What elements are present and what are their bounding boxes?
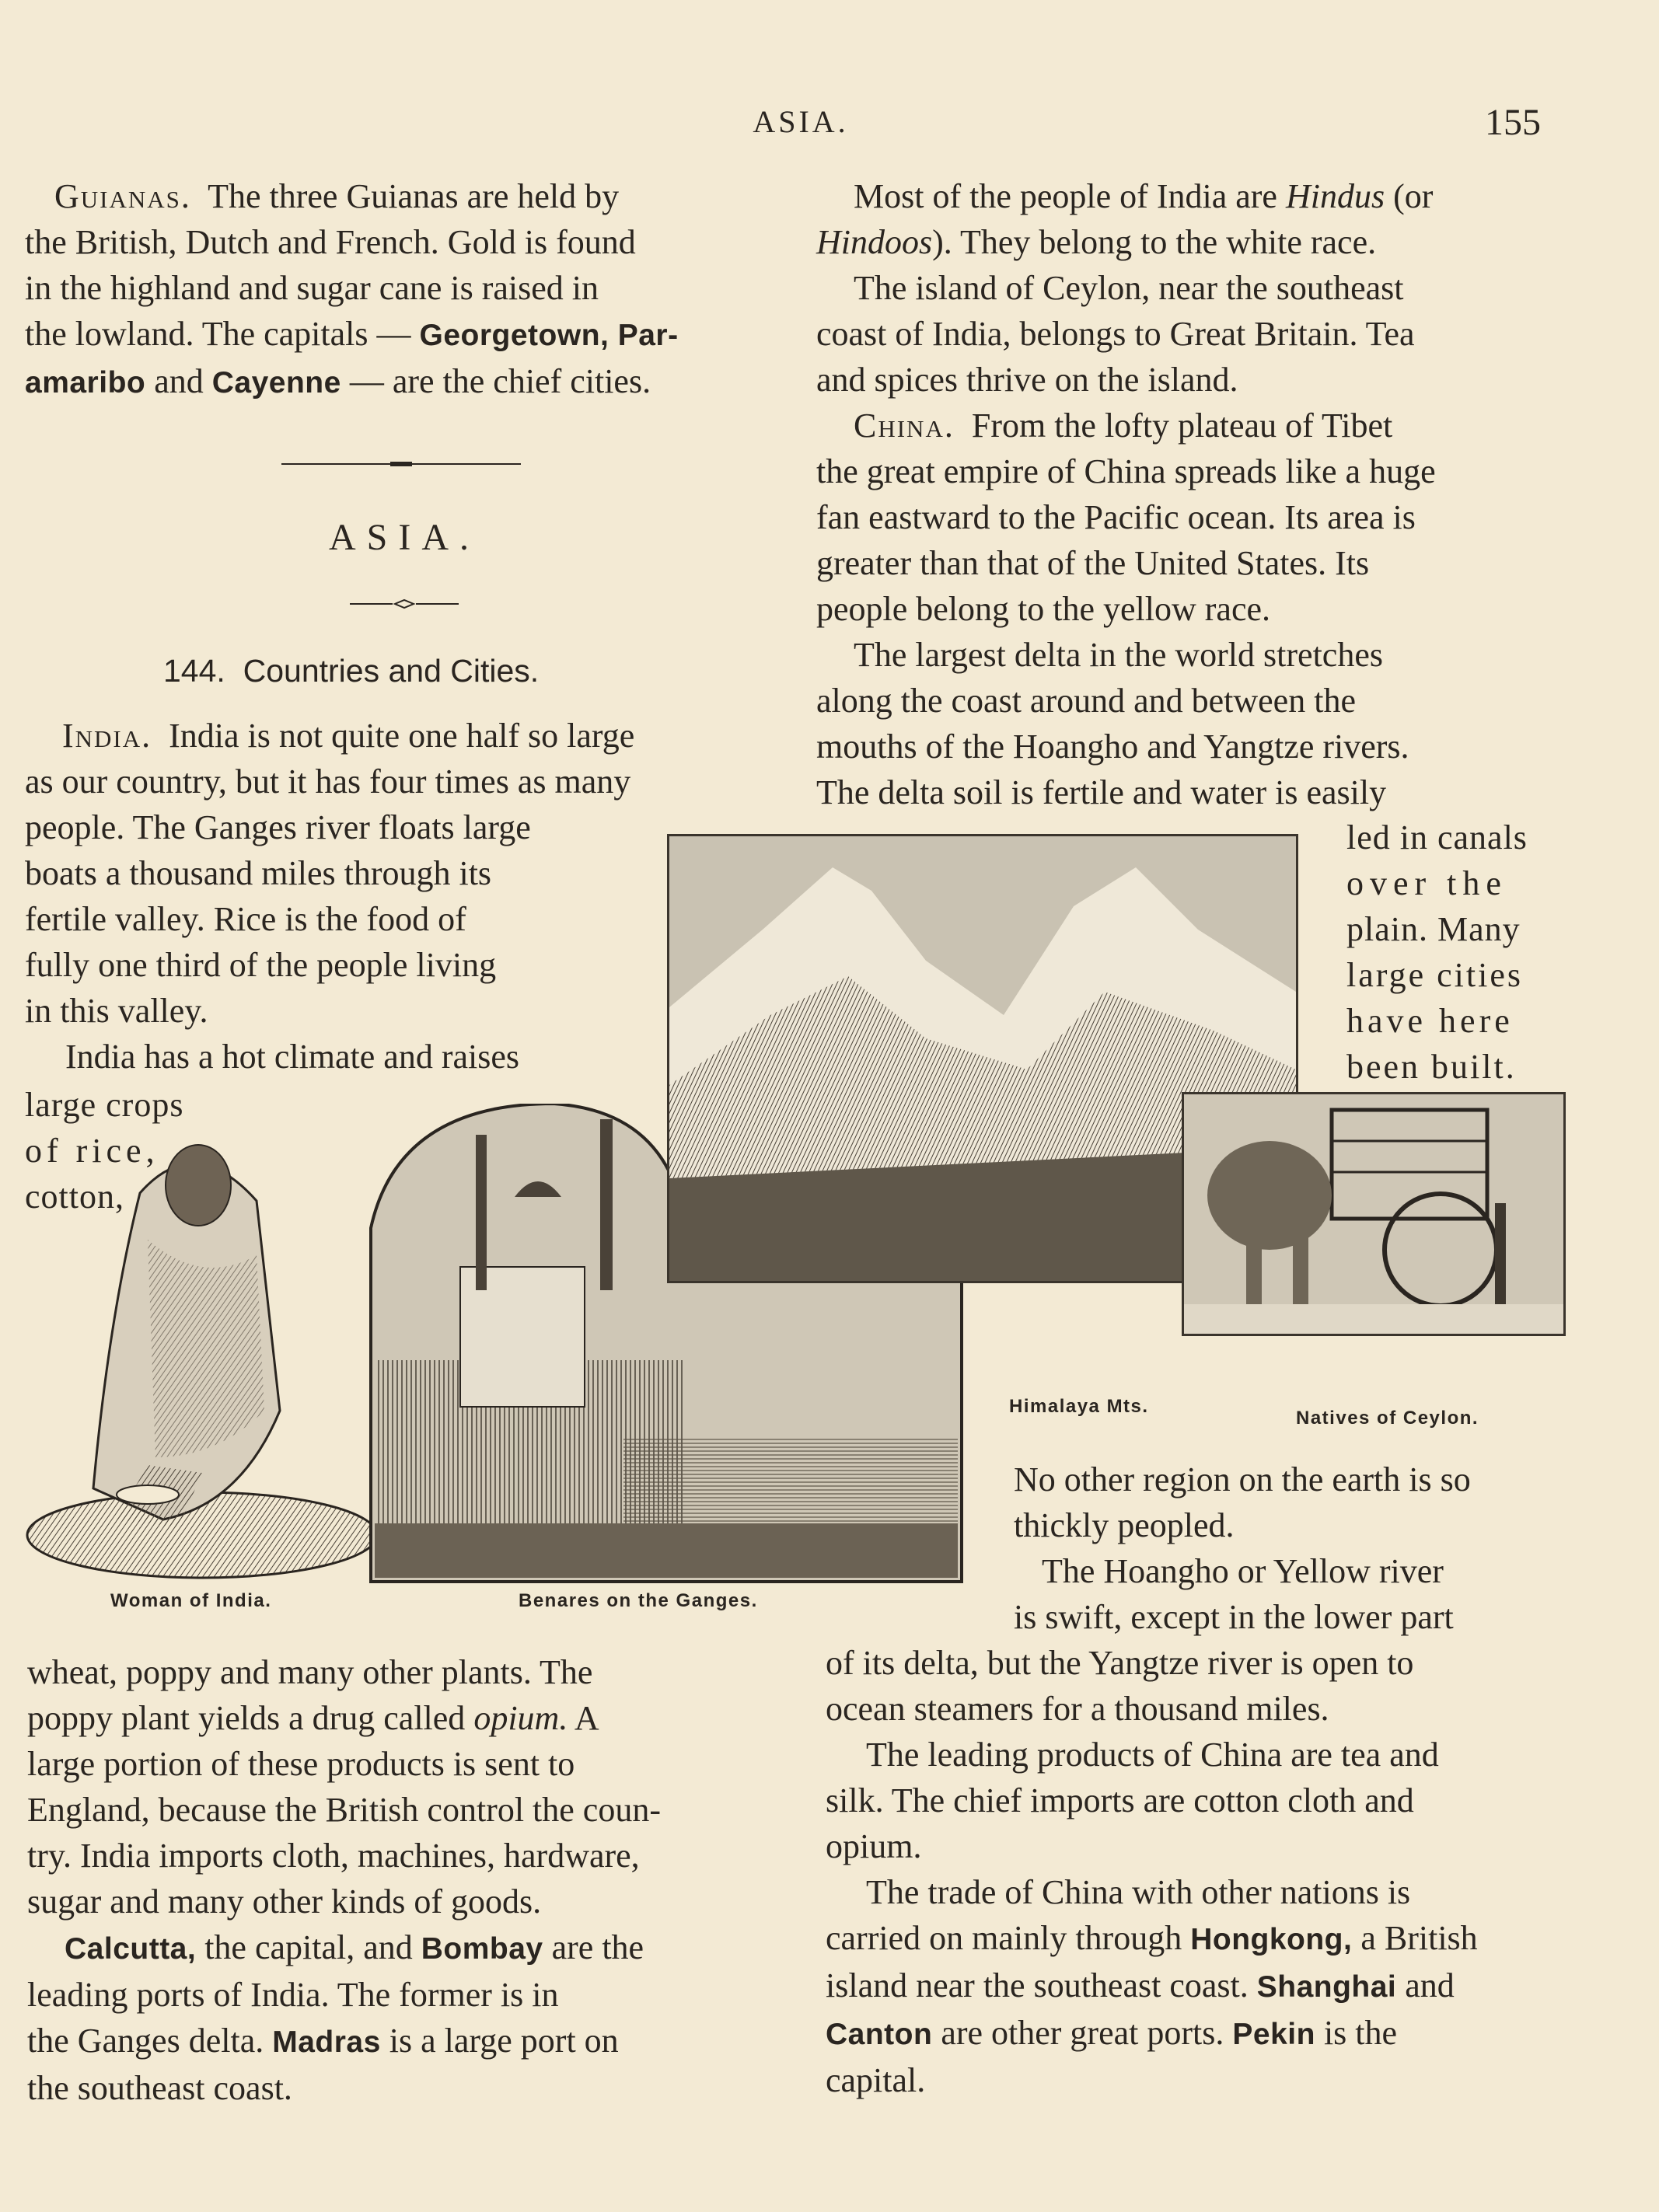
india-paragraph-narrow: people. The Ganges river floats large boats a thousand miles through its fertile valley. Rice is the food of fully one third of the people living in this valley. xyxy=(25,808,531,1030)
city-hongkong: Hongkong, xyxy=(1190,1923,1353,1956)
caption-ceylon: Natives of Ceylon. xyxy=(1296,1408,1479,1429)
section-title: ASIA. xyxy=(328,517,480,558)
city-georgetown: Georgetown, Par- xyxy=(419,319,679,352)
caption-himalaya: Himalaya Mts. xyxy=(1009,1396,1149,1417)
caption-woman: Woman of India. xyxy=(110,1590,272,1611)
peopled-paragraph: No other region on the earth is so thickly peopled. The Hoangho or Yellow river is swift, except in the lower part xyxy=(1014,1460,1471,1636)
india-climate-line: India has a hot climate and raises xyxy=(65,1038,520,1076)
natives-of-ceylon-engraving xyxy=(1182,1092,1566,1336)
section-heading: 144. Countries and Cities. xyxy=(163,653,540,689)
city-shanghai: Shanghai xyxy=(1256,1970,1397,2004)
hindus-paragraph: Most of the people of India are Hindus (or Hindoos). They belong to the white race. The island of Ceylon, near the southeast coast of India, belongs to Great Britain. Tea and spices thrive on the island. China. From the lofty plateau of Tibet the great empire of China spreads like a huge fan eastward to the Pacific ocean. Its area is greater than that of the United States. Its people belong to the yellow race. The largest delta in the world stretches along the coast around and between the mouths of the Hoangho and Yangtze rivers. The delta soil is fertile and water is easily xyxy=(816,177,1436,811)
guianas-lead: Guianas. xyxy=(54,177,191,215)
ornament-small xyxy=(350,598,459,613)
india-short-lines: large crops of rice, cotton, xyxy=(25,1086,184,1216)
page-number: 155 xyxy=(1485,102,1541,143)
city-madras: Madras xyxy=(272,2025,381,2059)
term-opium: opium. xyxy=(473,1699,568,1737)
india-paragraph-continued: wheat, poppy and many other plants. The poppy plant yields a drug called opium. A large portion of these products is sent to England, because the British control the coun- try. India imports cloth, machines, hardware, sugar and many other kinds of goods. xyxy=(27,1653,661,1921)
woman-of-india-engraving xyxy=(23,1084,381,1582)
china-products-paragraph: of its delta, but the Yangtze river is open to ocean steamers for a thousand miles. The leading products of China are tea and silk. The chief imports are cotton cloth and opium. The trade of China with other nations is carried on mainly through Hongkong, a British island near the southeast coast. Shanghai and Canton are other great ports. Pekin is the capital. xyxy=(826,1644,1478,2099)
caption-benares: Benares on the Ganges. xyxy=(519,1590,758,1611)
city-bombay: Bombay xyxy=(421,1932,543,1966)
india-paragraph: India. India is not quite one half so large as our country, but it has four times as many xyxy=(25,717,635,801)
china-lead: China. xyxy=(854,406,955,445)
city-calcutta: Calcutta, xyxy=(65,1932,197,1966)
delta-narrow-lines: led in canals over the plain. Many large cities have here been built. xyxy=(1346,818,1528,1086)
india-ports-paragraph: Calcutta, the capital, and Bombay are the leading ports of India. The former is in the Ganges delta. Madras is a large port on the southeast coast. xyxy=(27,1928,644,2107)
city-pekin: Pekin xyxy=(1232,2018,1315,2051)
running-head: ASIA. xyxy=(753,104,849,139)
india-lead: India. xyxy=(62,717,152,755)
city-canton: Canton xyxy=(826,2018,933,2051)
guianas-paragraph: Guianas. The three Guianas are held by the British, Dutch and French. Gold is found in the highland and sugar cane is raised in the lowland. The capitals — Georgetown, Par- amaribo and Cayenne — are the chief cities. xyxy=(25,177,679,400)
city-cayenne: Cayenne xyxy=(211,366,341,399)
ornament-rule xyxy=(281,459,521,473)
